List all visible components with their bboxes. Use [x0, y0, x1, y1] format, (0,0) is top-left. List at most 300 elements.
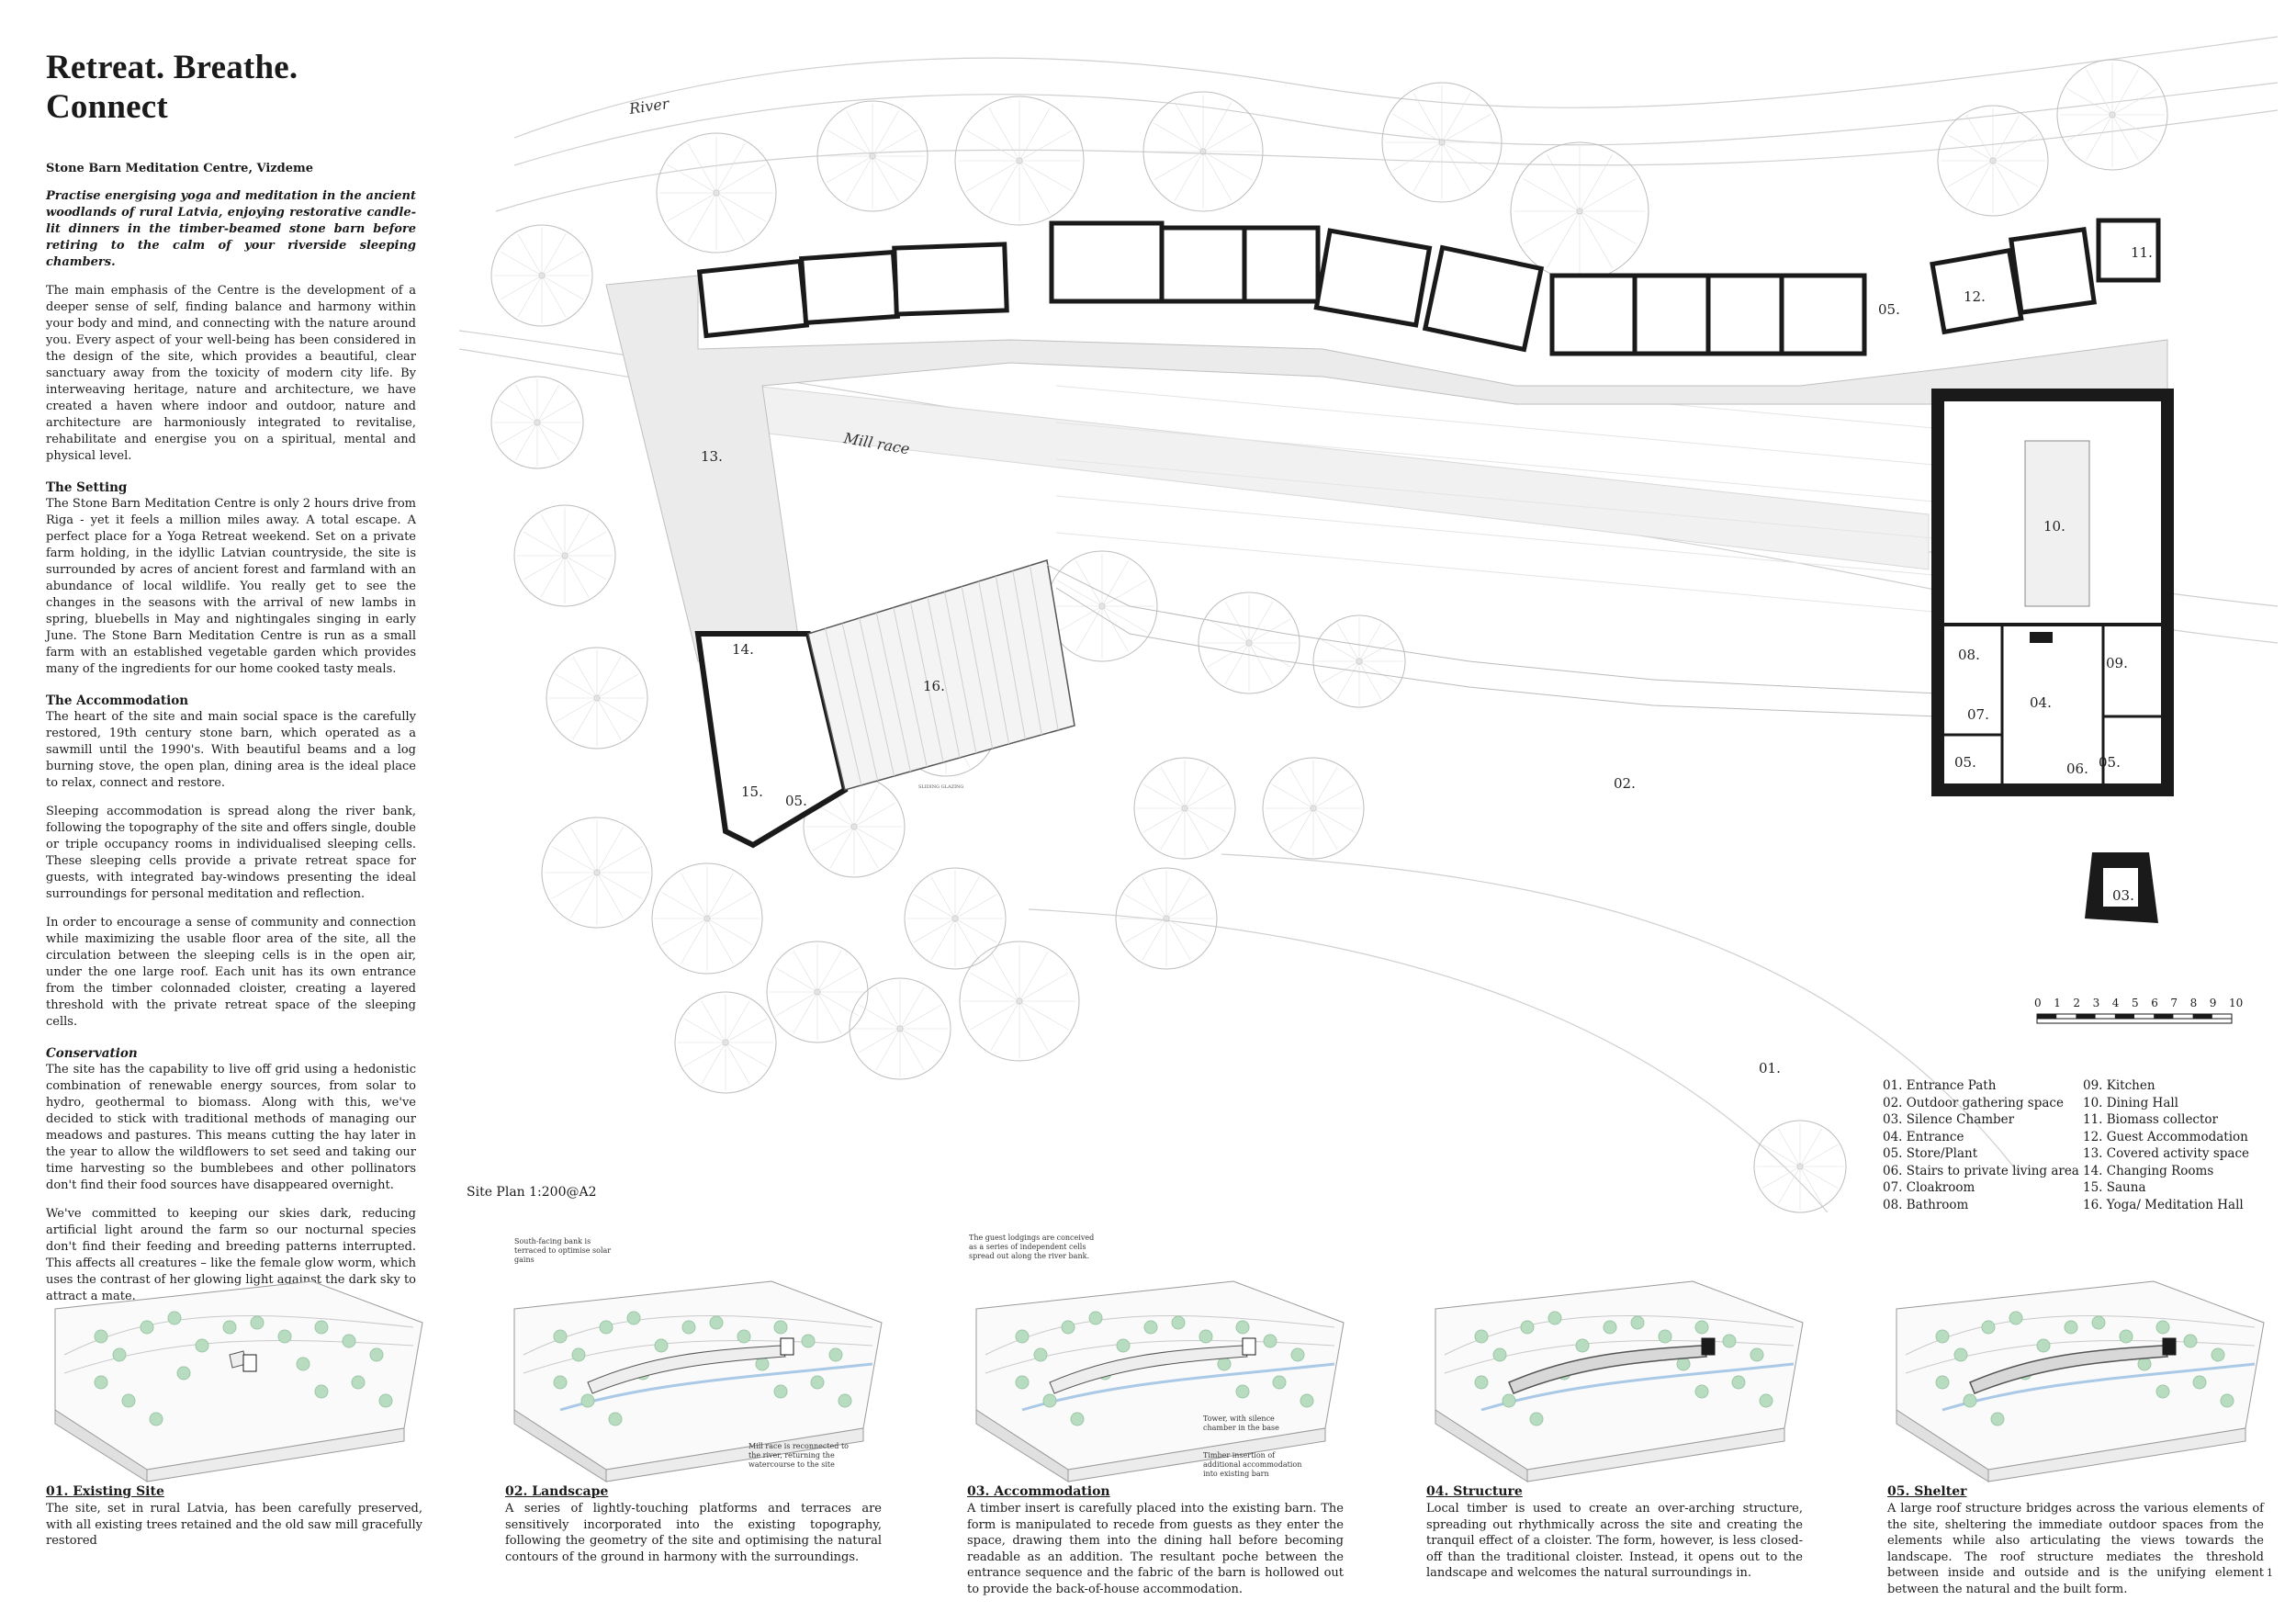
tree-branch: [565, 532, 606, 556]
panel-text: A large roof structure bridges across the various elements of the site, sheltering the immediate outdoor spaces from the elements while also articulating the views towards the landscape. The roof structure mediates the threshold between inside and outside and is the unifying element between the natural and the built form.: [1887, 1502, 2264, 1596]
tree-icon: [1631, 1316, 1644, 1329]
tree-icon: [1521, 1321, 1534, 1334]
tree-icon: [1695, 1321, 1708, 1334]
room-number-label: 10.: [2043, 518, 2065, 535]
tree-icon: [95, 1330, 107, 1343]
tree-branch: [1225, 602, 1249, 643]
tree-branch: [1019, 1001, 1048, 1050]
legend-item: 03. Silence Chamber: [1883, 1112, 2015, 1127]
tree-icon: [802, 1335, 815, 1347]
tree-icon: [838, 1394, 851, 1407]
tree-icon: [581, 1394, 594, 1407]
tree-icon: [2037, 1339, 2050, 1352]
tree-branch: [515, 423, 537, 460]
tree-branch: [1142, 877, 1166, 919]
tree-branch: [1993, 161, 2020, 206]
tree-branch: [1185, 808, 1226, 832]
tree-icon: [1043, 1394, 1056, 1407]
tree-branch: [989, 161, 1019, 214]
tree-branch: [1313, 767, 1337, 808]
tree-branch: [1154, 152, 1203, 180]
scale-tick-label: 3: [2092, 997, 2100, 1009]
tree-branch: [1143, 784, 1185, 808]
tree-branch: [1203, 123, 1252, 152]
tree-branch: [872, 156, 917, 183]
tree-icon: [627, 1312, 640, 1324]
tree-branch: [2067, 89, 2112, 116]
tree-branch: [565, 556, 589, 597]
tree-branch: [1249, 643, 1273, 684]
room-number-label: 12.: [1964, 288, 1986, 305]
tree-icon: [1144, 1321, 1157, 1334]
tree-branch: [571, 873, 598, 918]
tree-branch: [1359, 661, 1381, 699]
accommodation-paragraph-1: The heart of the site and main social space is the carefully restored, 19th century stone barn, which operated as a sawmill until the 1990's. With beautiful beams and a log burning stove, the open plan, dining area is the ideal place to relax, connect and restore.: [46, 710, 416, 790]
tree-branch: [1154, 123, 1203, 152]
tree-icon: [1723, 1335, 1736, 1347]
tree-branch: [552, 873, 597, 899]
tree-branch: [955, 895, 996, 919]
tree-branch: [1102, 580, 1147, 607]
tree-branch: [1208, 643, 1249, 667]
tree-branch: [1993, 161, 2038, 187]
tree-icon: [141, 1321, 153, 1334]
tree-branch: [518, 234, 542, 276]
mill-race-label: Mill race: [842, 429, 911, 458]
tree-icon: [315, 1385, 328, 1398]
tree-branch: [1166, 895, 1208, 919]
tree-branch: [955, 919, 979, 960]
tree-branch: [1272, 784, 1313, 808]
legend-item: 05. Store/Plant: [1883, 1146, 1978, 1161]
tree-branch: [702, 1001, 726, 1043]
legend-item: 07. Cloakroom: [1883, 1180, 1975, 1195]
scale-tick-label: 7: [2170, 997, 2178, 1009]
panel-title: 03. Accommodation: [967, 1484, 1110, 1499]
tree-branch: [1313, 784, 1355, 808]
room-number-label: 02.: [1614, 775, 1636, 792]
tree-branch: [542, 252, 583, 276]
tree-branch: [1102, 606, 1147, 633]
tree-branch: [966, 161, 1019, 191]
tree-branch: [542, 234, 566, 276]
tree-branch: [537, 423, 559, 460]
legend-item: 15. Sauna: [2083, 1180, 2146, 1195]
legend-item: 02. Outdoor gathering space: [1883, 1095, 2064, 1110]
tree-branch: [662, 893, 707, 919]
project-subtitle: Stone Barn Meditation Centre, Vizdeme: [46, 162, 314, 175]
barn-block: [1702, 1338, 1715, 1355]
tree-branch: [1272, 808, 1313, 832]
page-number: 1: [2267, 1567, 2273, 1579]
tree-icon: [297, 1358, 310, 1370]
tree-branch: [681, 919, 708, 964]
tree-branch: [1208, 619, 1249, 643]
tree-branch: [991, 952, 1019, 1001]
tree-icon: [1034, 1348, 1047, 1361]
scale-tick-label: 6: [2151, 997, 2158, 1009]
tree-branch: [955, 877, 979, 919]
panel-annotation: Mill race is reconnected to the river, returning the watercourse to the site: [748, 1442, 849, 1469]
legend-column-2: [2083, 1077, 2249, 1213]
accommodation-paragraph-3: In order to encourage a sense of community and connection while maximizing the usable floor area of the site, all the circulation between the sleeping cells is in the open air, under the one large roof. Each unit has its own entrance from the timber colonnaded cloister, creating a layered threshold with the private retreat space of the sleeping cells.: [46, 916, 416, 1029]
tree-branch: [1413, 94, 1442, 142]
tree-branch: [1185, 808, 1209, 850]
tree-icon: [1016, 1376, 1029, 1389]
tree-icon: [1089, 1312, 1102, 1324]
tree-icon: [1273, 1376, 1286, 1389]
axonometric-diagram: [1887, 1272, 2273, 1483]
tree-branch: [2112, 115, 2157, 141]
barn-block: [1243, 1338, 1255, 1355]
scale-segment: [2193, 1014, 2212, 1019]
tree-icon: [122, 1394, 135, 1407]
tree-branch: [1142, 919, 1166, 960]
tree-branch: [830, 827, 854, 868]
panel-annotation: Timber insertion of additional accommodation into existing barn: [1203, 1451, 1302, 1478]
legend-item: 09. Kitchen: [2083, 1078, 2155, 1093]
barn-block: [243, 1355, 256, 1371]
axonometric-diagram: [46, 1272, 432, 1483]
tree-branch: [793, 951, 817, 992]
tree-branch: [1523, 211, 1580, 244]
tree-branch: [859, 1029, 900, 1053]
tree-branch: [726, 1043, 767, 1066]
tree-branch: [1125, 895, 1166, 919]
tree-icon: [1954, 1348, 1967, 1361]
tree-icon: [251, 1316, 264, 1329]
panel-text: Local timber is used to create an over-arching structure, spreading out rhythmically across the site and creating the tranquil effect of a cloister. The form, however, is less closed-off than the traditional cloister. Instead, it opens out to the landscape and welcomes the natural surroundings in.: [1426, 1502, 1803, 1580]
panel-text: A timber insert is carefully placed into the existing barn. The form is manipulated to recede from guests as they enter the space, drawing them into the dining hall before becoming readable as an addition. The resultant poche between the entrance sequence and the fabric of the barn is hollowed out to provide the back-of-house accommodation.: [967, 1502, 1344, 1596]
tree-branch: [1166, 877, 1190, 919]
tree-branch: [1076, 606, 1103, 651]
tree-icon: [177, 1367, 190, 1380]
scale-tick-label: 10: [2229, 997, 2244, 1009]
tree-branch: [1166, 919, 1208, 942]
scale-segment: [2154, 1014, 2173, 1019]
tree-branch: [1322, 639, 1359, 661]
tree-branch: [1185, 784, 1226, 808]
tree-branch: [1175, 152, 1203, 200]
tree-branch: [716, 193, 765, 221]
tree-icon: [2009, 1312, 2022, 1324]
tree-branch: [523, 532, 565, 556]
tree-branch: [1993, 135, 2038, 162]
conservation-heading: Conservation: [46, 1046, 138, 1061]
tree-icon: [1117, 1339, 1130, 1352]
tree-branch: [1019, 1001, 1068, 1030]
tree-icon: [1218, 1358, 1231, 1370]
panel-text: A series of lightly-touching platforms and terraces are sensitively incorporated into the existing topography, following the geometry of the site and optimising the natural contours of the ground in harmony with the surroundings.: [505, 1502, 882, 1564]
room-number-label: 05.: [1954, 754, 1976, 771]
tree-branch: [515, 385, 537, 423]
tree-branch: [854, 827, 878, 868]
tree-icon: [352, 1376, 365, 1389]
tree-branch: [1580, 178, 1637, 211]
tree-branch: [2087, 115, 2113, 160]
tree-icon: [554, 1376, 567, 1389]
scale-segment: [2076, 1014, 2095, 1019]
legend-item: 11. Biomass collector: [2083, 1112, 2219, 1127]
tree-branch: [1547, 154, 1580, 211]
tree-branch: [688, 144, 716, 193]
tree-branch: [854, 785, 878, 827]
tree-branch: [597, 674, 638, 698]
plan-caption: Site Plan 1:200@A2: [467, 1185, 597, 1200]
tree-branch: [971, 1001, 1019, 1030]
tree-icon: [1732, 1376, 1745, 1389]
tree-icon: [223, 1321, 236, 1334]
tree-branch: [541, 556, 565, 597]
tree-branch: [1313, 808, 1337, 850]
tree-branch: [518, 276, 542, 317]
tree-branch: [1076, 561, 1103, 606]
tree-branch: [597, 698, 621, 739]
tree-branch: [542, 276, 583, 299]
tree-icon: [1236, 1321, 1249, 1334]
tree-icon: [113, 1348, 126, 1361]
tree-branch: [1185, 767, 1209, 808]
tree-icon: [710, 1316, 723, 1329]
site-plan-drawing: [441, 18, 2278, 1231]
room-number-label: 16.: [923, 678, 945, 694]
scale-tick-label: 4: [2111, 997, 2120, 1009]
tree-icon: [2156, 1321, 2169, 1334]
tree-branch: [707, 919, 752, 945]
tree-branch: [681, 873, 708, 919]
tree-branch: [1143, 808, 1185, 832]
room-number-label: 03.: [2112, 887, 2134, 904]
tree-branch: [1967, 116, 1994, 161]
tree-branch: [597, 698, 638, 722]
room-number-label: 13.: [701, 448, 723, 465]
tree-branch: [684, 1043, 726, 1066]
tree-branch: [573, 657, 597, 698]
tree-branch: [1019, 107, 1050, 161]
scale-tick-label: 9: [2209, 997, 2217, 1009]
tree-branch: [668, 193, 716, 221]
page-title: Retreat. Breathe. Connect: [46, 49, 298, 126]
room-number-label: 05.: [1878, 301, 1900, 318]
tree-branch: [726, 1019, 767, 1043]
boardwalk: [1047, 565, 1938, 716]
guest-cells: [700, 220, 2158, 354]
tree-branch: [537, 400, 575, 423]
tree-branch: [1442, 114, 1491, 142]
tree-branch: [565, 556, 606, 580]
panel-annotation: The guest lodgings are conceived as a series of independent cells spread out along the river bank.: [969, 1234, 1095, 1260]
tree-icon: [829, 1348, 842, 1361]
tree-icon: [1659, 1330, 1671, 1343]
tree-icon: [1071, 1413, 1084, 1426]
tree-branch: [876, 1029, 900, 1070]
tree-branch: [847, 156, 873, 201]
panel-title: 04. Structure: [1426, 1484, 1523, 1499]
tree-icon: [1530, 1413, 1543, 1426]
tree-branch: [1547, 211, 1580, 268]
tree-branch: [914, 919, 955, 942]
tree-branch: [1019, 952, 1048, 1001]
tree-icon: [1172, 1316, 1185, 1329]
legend-item: 13. Covered activity space: [2083, 1146, 2250, 1161]
tree-icon: [1291, 1348, 1304, 1361]
sliding-glazing-label: SLIDING GLAZING: [918, 784, 964, 790]
tree-branch: [597, 873, 624, 918]
panel-annotation: South-facing bank is terraced to optimise solar gains: [514, 1237, 612, 1264]
room-number-label: 04.: [2030, 694, 2052, 711]
tree-branch: [793, 992, 817, 1033]
tree-icon: [196, 1339, 208, 1352]
tree-branch: [1967, 161, 1994, 206]
tree-icon: [609, 1413, 622, 1426]
tree-icon: [572, 1348, 585, 1361]
accommodation-heading: The Accommodation: [46, 693, 189, 708]
tree-icon: [600, 1321, 613, 1334]
tree-branch: [500, 400, 537, 423]
tree-branch: [847, 111, 873, 156]
tree-branch: [900, 1029, 941, 1053]
scale-segment: [2037, 1014, 2056, 1019]
barn-block: [781, 1338, 793, 1355]
panel-annotation: Tower, with silence chamber in the base: [1203, 1414, 1279, 1432]
tree-branch: [501, 252, 542, 276]
tree-branch: [1442, 94, 1470, 142]
scale-tick-label: 5: [2132, 997, 2139, 1009]
tree-icon: [343, 1335, 355, 1347]
tree-branch: [716, 193, 745, 242]
tree-icon: [1503, 1394, 1515, 1407]
tree-branch: [2112, 115, 2139, 160]
panel-text: The site, set in rural Latvia, has been carefully preserved, with all existing trees retained and the old saw mill gracefully restored: [46, 1502, 422, 1548]
tree-icon: [1936, 1376, 1949, 1389]
tree-branch: [541, 514, 565, 556]
tree-icon: [1936, 1330, 1949, 1343]
tree-branch: [971, 973, 1019, 1001]
tree-icon: [774, 1321, 787, 1334]
tree-branch: [776, 968, 817, 992]
tree-icon: [1750, 1348, 1763, 1361]
accommodation-paragraph-2: Sleeping accommodation is spread along the river bank, following the topography of the site and offers single, double or triple occupancy rooms in individualised sleeping cells. These sleeping cells provide a private retreat space for guests, with integrated bay-windows presenting the ideal surroundings for personal meditation and reflection.: [46, 805, 416, 901]
tree-branch: [726, 1001, 749, 1043]
tree-branch: [914, 895, 955, 919]
tree-branch: [2087, 70, 2113, 115]
tree-branch: [872, 156, 899, 201]
tree-branch: [597, 657, 621, 698]
tree-branch: [854, 803, 895, 827]
tree-branch: [955, 919, 996, 942]
tree-branch: [552, 847, 597, 873]
scale-tick-label: 2: [2073, 997, 2081, 1009]
tree-branch: [827, 156, 872, 183]
tree-branch: [571, 828, 598, 873]
tree-branch: [1523, 178, 1580, 211]
tree-icon: [1493, 1348, 1506, 1361]
legend-column-1: [1883, 1077, 2079, 1213]
tree-branch: [1203, 152, 1232, 200]
tree-icon: [2156, 1385, 2169, 1398]
tree-branch: [702, 1043, 726, 1084]
tree-icon: [168, 1312, 181, 1324]
tree-branch: [1289, 808, 1313, 850]
tree-branch: [900, 1005, 941, 1029]
tree-icon: [2065, 1321, 2077, 1334]
tree-branch: [716, 144, 745, 193]
room-number-label: 06.: [2066, 761, 2088, 777]
tree-branch: [991, 1001, 1019, 1050]
tree-branch: [817, 951, 841, 992]
tree-branch: [1778, 1129, 1800, 1167]
tree-branch: [556, 674, 597, 698]
room-number-label: 09.: [2106, 655, 2128, 671]
tree-icon: [150, 1413, 163, 1426]
tree-branch: [662, 919, 707, 945]
tree-branch: [1993, 116, 2020, 161]
scale-segment: [2115, 1014, 2134, 1019]
tree-branch: [542, 276, 566, 317]
tree-branch: [597, 873, 642, 899]
tree-branch: [876, 987, 900, 1029]
legend-item: 01. Entrance Path: [1883, 1078, 1997, 1093]
tree-branch: [872, 111, 899, 156]
tree-icon: [2092, 1316, 2105, 1329]
tree-branch: [2112, 70, 2139, 115]
tree-icon: [1264, 1335, 1277, 1347]
tree-icon: [2193, 1376, 2206, 1389]
tree-branch: [1225, 643, 1249, 684]
tree-branch: [1249, 602, 1273, 643]
tree-icon: [1199, 1330, 1212, 1343]
tree-icon: [1991, 1413, 2004, 1426]
tree-branch: [1019, 161, 1050, 214]
room-number-label: 07.: [1967, 706, 1989, 723]
tree-branch: [1019, 973, 1068, 1001]
room-number-label: 05.: [785, 793, 807, 809]
tree-branch: [501, 276, 542, 299]
room-number-label: 14.: [732, 641, 754, 658]
setting-paragraph: The Stone Barn Meditation Centre is only 2 hours drive from Riga - yet it feels a million miles away. A total escape. A perfect place for a Yoga Retreat weekend. Set on a private farm holding, in the idyllic Latvian countryside, the site is surrounded by acres of ancient forest and farmland with an abundance of local wildlife. You really get to see the changes in the seasons with the arrival of new lambs in spring, bluebells in May and nightingales singing in early June. The Stone Barn Meditation Centre is run as a small farm with an established vegetable garden which provides many of the ingredients for our home cooked tasty meals.: [46, 497, 416, 676]
tree-branch: [1313, 808, 1355, 832]
river-label: River: [627, 95, 670, 118]
tree-branch: [684, 1019, 726, 1043]
panel-title: 01. Existing Site: [46, 1484, 164, 1499]
barn-block: [2163, 1338, 2176, 1355]
tree-icon: [2212, 1348, 2224, 1361]
legend-item: 08. Bathroom: [1883, 1197, 1969, 1212]
tree-icon: [379, 1394, 392, 1407]
tree-icon: [1016, 1330, 1029, 1343]
tree-branch: [707, 893, 752, 919]
tree-icon: [2184, 1335, 2197, 1347]
tree-icon: [1236, 1385, 1249, 1398]
tree-branch: [537, 385, 559, 423]
tree-branch: [1102, 606, 1129, 651]
legend-item: 16. Yoga/ Meditation Hall: [2083, 1197, 2244, 1212]
tree-branch: [573, 698, 597, 739]
tree-icon: [95, 1376, 107, 1389]
tree-icon: [811, 1376, 824, 1389]
room-number-label: 08.: [1958, 647, 1980, 663]
tree-branch: [1359, 639, 1397, 661]
intro-paragraph: The main emphasis of the Centre is the development of a deeper sense of self, finding balance and harmony within your body and mind, and connecting with the nature around you. Every aspect of your well-being has been considered in the design of the site, which provides a beautiful, clear sanctuary away from the toxicity of modern city life. By interweaving heritage, nature and architecture, we have created a haven where indoor and outdoor, nature and architecture are harmoniously integrated to revitalise, rehabilitate and energise you on a spiritual, mental and physical level.: [46, 284, 416, 463]
tree-branch: [500, 423, 537, 445]
tree-branch: [1203, 103, 1232, 152]
tree-branch: [1580, 211, 1613, 268]
scale-tick-label: 0: [2034, 997, 2042, 1009]
tree-icon: [278, 1330, 291, 1343]
tree-branch: [1289, 767, 1313, 808]
tree-branch: [2067, 115, 2112, 141]
tree-branch: [776, 992, 817, 1016]
